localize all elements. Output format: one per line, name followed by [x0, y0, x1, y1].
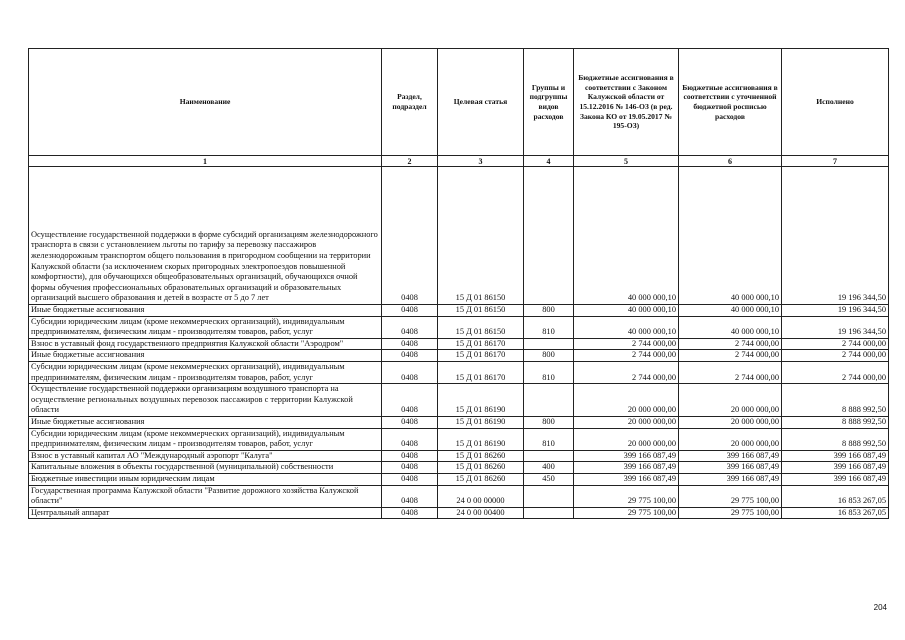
row-section: 0408 [382, 462, 438, 474]
row-plan-amount: 399 166 087,49 [679, 473, 782, 485]
row-law-amount: 40 000 000,10 [574, 305, 679, 317]
col-number: 2 [382, 156, 438, 167]
row-law-amount: 399 166 087,49 [574, 473, 679, 485]
row-done-amount: 16 853 267,05 [782, 507, 889, 519]
row-group [524, 450, 574, 462]
col-header-section: Раздел, подраздел [382, 49, 438, 156]
row-section: 0408 [382, 416, 438, 428]
row-plan-amount: 40 000 000,10 [679, 316, 782, 338]
row-plan-amount: 40 000 000,10 [679, 305, 782, 317]
row-article: 15 Д 01 86190 [438, 384, 524, 417]
row-name: Центральный аппарат [29, 507, 382, 519]
row-group [524, 507, 574, 519]
col-number: 5 [574, 156, 679, 167]
row-law-amount: 399 166 087,49 [574, 462, 679, 474]
table-row [29, 305, 889, 317]
row-law-amount: 399 166 087,49 [574, 450, 679, 462]
budget-table [28, 48, 889, 519]
row-law-amount: 29 775 100,00 [574, 507, 679, 519]
row-section: 0408 [382, 361, 438, 383]
row-done-amount: 19 196 344,50 [782, 305, 889, 317]
row-group: 810 [524, 428, 574, 450]
row-section: 0408 [382, 338, 438, 350]
row-law-amount: 20 000 000,00 [574, 384, 679, 417]
row-name: Субсидии юридическим лицам (кроме некоммерческих организаций), индивидуальным предпринимателям, физическим лицам - производителям товаров, работ, услуг [29, 428, 382, 450]
row-group [524, 485, 574, 507]
row-done-amount: 19 196 344,50 [782, 316, 889, 338]
table-row [29, 167, 889, 305]
col-header-plan: Бюджетные ассигнования в соответствии с уточненной бюджетной росписью расходов [679, 49, 782, 156]
table-row [29, 450, 889, 462]
table-row [29, 473, 889, 485]
row-name: Государственная программа Калужской области "Развитие дорожного хозяйства Калужской области" [29, 485, 382, 507]
table-row [29, 384, 889, 417]
row-article: 24 0 00 00000 [438, 485, 524, 507]
row-section: 0408 [382, 350, 438, 362]
table-row [29, 416, 889, 428]
table-row [29, 338, 889, 350]
row-section: 0408 [382, 316, 438, 338]
row-name: Капитальные вложения в объекты государственной (муниципальной) собственности [29, 462, 382, 474]
row-plan-amount: 29 775 100,00 [679, 485, 782, 507]
row-done-amount: 19 196 344,50 [782, 167, 889, 305]
col-number: 3 [438, 156, 524, 167]
row-name: Иные бюджетные ассигнования [29, 350, 382, 362]
row-article: 15 Д 01 86190 [438, 416, 524, 428]
row-plan-amount: 2 744 000,00 [679, 350, 782, 362]
row-law-amount: 2 744 000,00 [574, 350, 679, 362]
table-row [29, 507, 889, 519]
table-row [29, 485, 889, 507]
row-article: 15 Д 01 86260 [438, 450, 524, 462]
row-group: 800 [524, 350, 574, 362]
table-row [29, 316, 889, 338]
row-plan-amount: 40 000 000,10 [679, 167, 782, 305]
row-section: 0408 [382, 485, 438, 507]
row-law-amount: 2 744 000,00 [574, 361, 679, 383]
row-article: 15 Д 01 86260 [438, 462, 524, 474]
row-name: Осуществление государственной поддержки организациям воздушного транспорта на осуществление региональных воздушных перевозок пассажиров с территории Калужской области [29, 384, 382, 417]
row-section: 0408 [382, 450, 438, 462]
col-header-group: Группы и подгруппы видов расходов [524, 49, 574, 156]
row-law-amount: 40 000 000,10 [574, 167, 679, 305]
row-done-amount: 8 888 992,50 [782, 428, 889, 450]
row-done-amount: 399 166 087,49 [782, 473, 889, 485]
row-law-amount: 40 000 000,10 [574, 316, 679, 338]
row-plan-amount: 399 166 087,49 [679, 462, 782, 474]
row-name: Иные бюджетные ассигнования [29, 416, 382, 428]
header-row [29, 49, 889, 156]
row-plan-amount: 20 000 000,00 [679, 428, 782, 450]
col-header-name: Наименование [29, 49, 382, 156]
row-article: 15 Д 01 86170 [438, 338, 524, 350]
row-article: 15 Д 01 86150 [438, 167, 524, 305]
col-number: 7 [782, 156, 889, 167]
row-article: 15 Д 01 86170 [438, 361, 524, 383]
row-law-amount: 29 775 100,00 [574, 485, 679, 507]
row-group: 800 [524, 305, 574, 317]
row-group [524, 167, 574, 305]
col-number: 1 [29, 156, 382, 167]
row-article: 15 Д 01 86150 [438, 316, 524, 338]
row-done-amount: 8 888 992,50 [782, 384, 889, 417]
row-group [524, 384, 574, 417]
row-plan-amount: 399 166 087,49 [679, 450, 782, 462]
row-done-amount: 16 853 267,05 [782, 485, 889, 507]
row-done-amount: 2 744 000,00 [782, 338, 889, 350]
column-number-row [29, 156, 889, 167]
row-name: Взнос в уставный фонд государственного предприятия Калужской области "Аэродром" [29, 338, 382, 350]
row-article: 15 Д 01 86150 [438, 305, 524, 317]
row-group: 810 [524, 361, 574, 383]
row-section: 0408 [382, 428, 438, 450]
row-name: Субсидии юридическим лицам (кроме некоммерческих организаций), индивидуальным предпринимателям, физическим лицам - производителям товаров, работ, услуг [29, 361, 382, 383]
row-group: 810 [524, 316, 574, 338]
row-law-amount: 2 744 000,00 [574, 338, 679, 350]
row-name: Взнос в уставный капитал АО "Международный аэропорт "Калуга" [29, 450, 382, 462]
col-number: 4 [524, 156, 574, 167]
row-section: 0408 [382, 507, 438, 519]
row-plan-amount: 29 775 100,00 [679, 507, 782, 519]
row-done-amount: 2 744 000,00 [782, 350, 889, 362]
col-header-law: Бюджетные ассигнования в соответствии с Законом Калужской области от 15.12.2016 № 146-ОЗ (в ред. Закона КО от 19.05.2017 № 195-ОЗ) [574, 49, 679, 156]
row-section: 0408 [382, 167, 438, 305]
row-done-amount: 8 888 992,50 [782, 416, 889, 428]
table-row [29, 361, 889, 383]
row-section: 0408 [382, 473, 438, 485]
row-name: Иные бюджетные ассигнования [29, 305, 382, 317]
row-section: 0408 [382, 305, 438, 317]
row-article: 15 Д 01 86170 [438, 350, 524, 362]
col-number: 6 [679, 156, 782, 167]
row-section: 0408 [382, 384, 438, 417]
row-plan-amount: 2 744 000,00 [679, 338, 782, 350]
col-header-done: Исполнено [782, 49, 889, 156]
row-name: Бюджетные инвестиции иным юридическим лицам [29, 473, 382, 485]
row-group: 800 [524, 416, 574, 428]
row-name: Субсидии юридическим лицам (кроме некоммерческих организаций), индивидуальным предпринимателям, физическим лицам - производителям товаров, работ, услуг [29, 316, 382, 338]
row-name: Осуществление государственной поддержки в форме субсидий организациям железнодорожного транспорта в связи с установлением льготы по тарифу за перевозку пассажиров железнодорожным транспортом общего пользования в пригородном сообщении на территории Калужской области (за исключением скорых пригородных электропоездов повышенной комфортности), для обучающихся общеобразовательных организаций, обучающихся очной формы обучения профессиональных образовательных организаций и образовательных организаций высшего образования и детей в возрасте от 5 до 7 лет [29, 167, 382, 305]
row-article: 24 0 00 00400 [438, 507, 524, 519]
row-done-amount: 399 166 087,49 [782, 450, 889, 462]
row-article: 15 Д 01 86260 [438, 473, 524, 485]
page-number: 204 [873, 603, 887, 612]
row-article: 15 Д 01 86190 [438, 428, 524, 450]
row-group [524, 338, 574, 350]
row-done-amount: 399 166 087,49 [782, 462, 889, 474]
col-header-article: Целевая статья [438, 49, 524, 156]
row-plan-amount: 20 000 000,00 [679, 416, 782, 428]
table-row [29, 350, 889, 362]
row-done-amount: 2 744 000,00 [782, 361, 889, 383]
row-plan-amount: 2 744 000,00 [679, 361, 782, 383]
row-law-amount: 20 000 000,00 [574, 428, 679, 450]
row-law-amount: 20 000 000,00 [574, 416, 679, 428]
table-row [29, 462, 889, 474]
row-group: 400 [524, 462, 574, 474]
row-group: 450 [524, 473, 574, 485]
row-plan-amount: 20 000 000,00 [679, 384, 782, 417]
table-row [29, 428, 889, 450]
